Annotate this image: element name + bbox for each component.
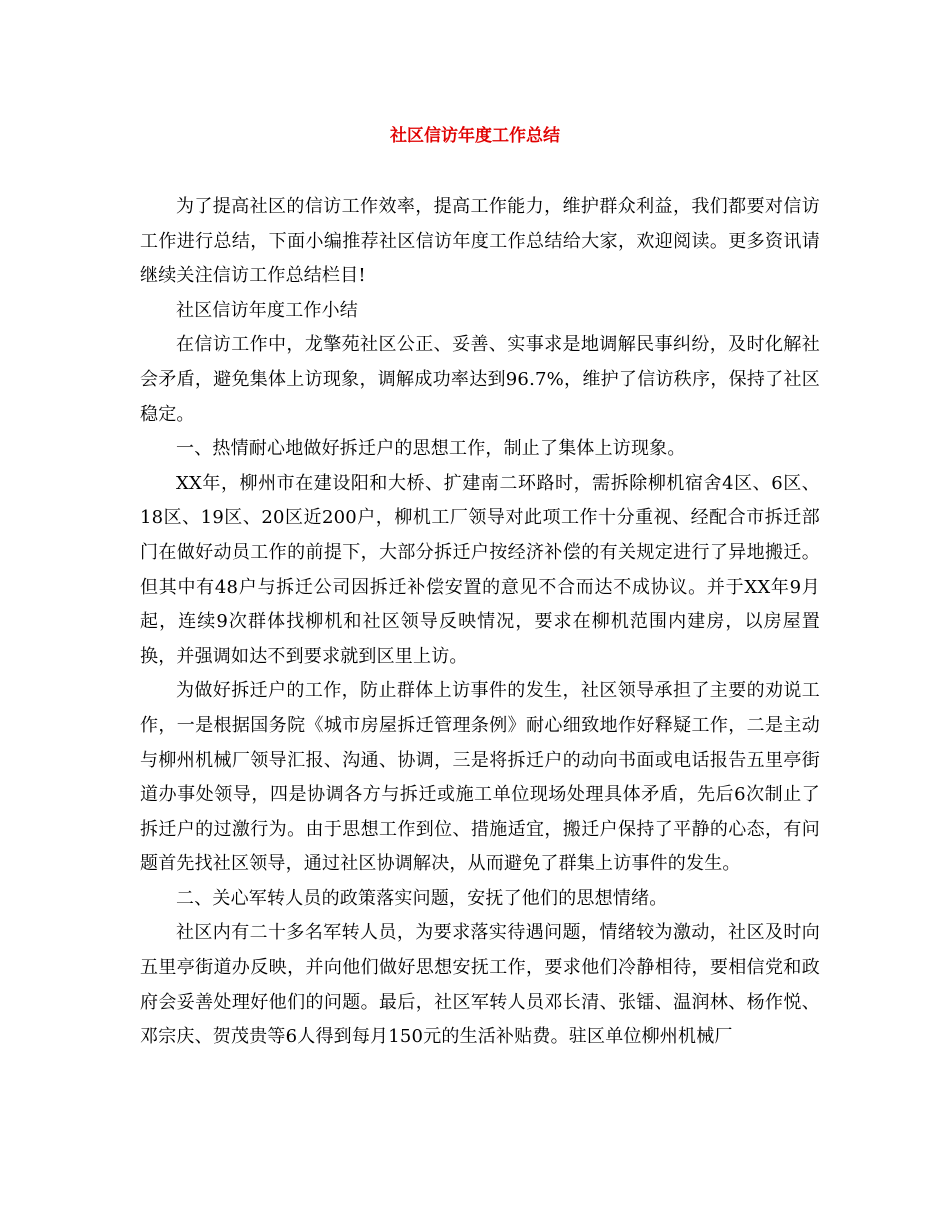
section-heading-2: 二、关心军转人员的政策落实问题，安抚了他们的思想情绪。	[176, 887, 668, 909]
document-body	[140, 190, 820, 1055]
section-1-paragraph-1: XX年，柳州市在建设阳和大桥、扩建南二环路时，需拆除柳机宿舍4区、6区、18区、19区、20区近200户，柳机工厂领导对此项工作十分重视、经配合市拆迁部门在做好动员工作的前提下，大部分拆迁户按经济补偿的有关规定进行了异地搬迁。但其中有48户与拆迁公司因拆迁补偿安置的意见不合而达不成协议。并于XX年9月起，连续9次群体找柳机和社区领导反映情况，要求在柳机范围内建房，以房屋置换，并强调如达不到要求就到区里上访。	[140, 472, 820, 667]
section-1-paragraph-2: 为做好拆迁户的工作，防止群体上访事件的发生，社区领导承担了主要的劝说工作，一是根据国务院《城市房屋拆迁管理条例》耐心细致地作好释疑工作，二是主动与柳州机械厂领导汇报、沟通、协调，三是将拆迁户的动向书面或电话报告五里亭街道办事处领导，四是协调各方与拆迁或施工单位现场处理具体矛盾，先后6次制止了拆迁户的过激行为。由于思想工作到位、措施适宜，搬迁户保持了平静的心态，有问题首先找社区领导，通过社区协调解决，从而避免了群集上访事件的发生。	[140, 680, 820, 875]
subtitle-paragraph: 社区信访年度工作小结	[176, 299, 358, 321]
intro-paragraph: 为了提高社区的信访工作效率，提高工作能力，维护群众利益，我们都要对信访工作进行总结，下面小编推荐社区信访年度工作总结给大家，欢迎阅读。更多资讯请继续关注信访工作总结栏目!	[140, 196, 820, 287]
document-title: 社区信访年度工作总结	[390, 126, 560, 146]
summary-paragraph: 在信访工作中，龙擎苑社区公正、妥善、实事求是地调解民事纠纷，及时化解社会矛盾，避免集体上访现象，调解成功率达到96.7%，维护了信访秩序，保持了社区稳定。	[140, 334, 820, 425]
section-2-paragraph-1: 社区内有二十多名军转人员，为要求落实待遇问题，情绪较为激动，社区及时向五里亭街道办反映，并向他们做好思想安抚工作，要求他们冷静相待，要相信党和政府会妥善处理好他们的问题。最后，社区军转人员邓长清、张镭、温润林、杨作悦、邓宗庆、贺茂贵等6人得到每月150元的生活补贴费。驻区单位柳州机械厂	[140, 922, 820, 1048]
section-heading-1: 一、热情耐心地做好拆迁户的思想工作，制止了集体上访现象。	[176, 438, 686, 460]
